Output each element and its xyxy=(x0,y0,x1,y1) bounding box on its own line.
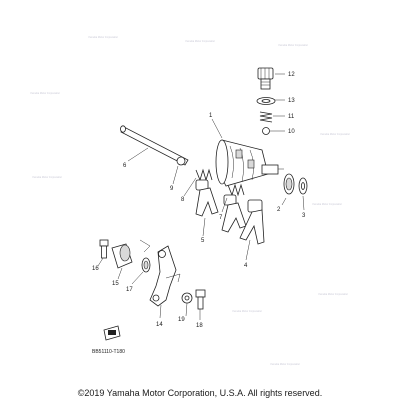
callout-7: 7 xyxy=(219,215,223,221)
part-8-spring[interactable] xyxy=(196,170,212,180)
part-10-ball[interactable] xyxy=(263,128,270,135)
callout-9: 9 xyxy=(170,186,174,192)
watermark: Yamaha Motor Corporation xyxy=(270,363,300,366)
part-2-bearing[interactable] xyxy=(284,174,294,194)
part-1-shift-drum[interactable] xyxy=(216,140,284,186)
callout-17: 17 xyxy=(126,287,133,293)
callout-5: 5 xyxy=(201,238,205,244)
part-18-bolt[interactable] xyxy=(196,290,205,309)
watermark: Yamaha Motor Corporation xyxy=(88,36,118,39)
callout-14: 14 xyxy=(156,322,163,328)
watermark: Yamaha Motor Corporation xyxy=(30,92,60,95)
callout-12: 12 xyxy=(288,72,295,78)
callout-4: 4 xyxy=(244,263,248,269)
diagram-code: BB51110-T180 xyxy=(92,349,125,355)
watermark: Yamaha Motor Corporation xyxy=(278,44,308,47)
watermark: Yamaha Motor Corporation xyxy=(185,40,215,43)
callout-16: 16 xyxy=(92,266,99,272)
callout-3: 3 xyxy=(302,213,306,219)
callout-6: 6 xyxy=(123,163,127,169)
front-marker-icon xyxy=(104,326,120,340)
part-5-shift-fork[interactable] xyxy=(196,180,246,232)
watermark: Yamaha Motor Corporation xyxy=(318,293,348,296)
part-9-clip[interactable] xyxy=(177,157,185,165)
callout-8: 8 xyxy=(181,197,185,203)
callout-2: 2 xyxy=(277,207,281,213)
watermark: Yamaha Motor Corporation xyxy=(32,176,62,179)
part-11-spring[interactable] xyxy=(260,112,272,122)
watermarks xyxy=(30,36,351,366)
part-16-bolt[interactable] xyxy=(100,240,108,258)
callout-10: 10 xyxy=(288,129,295,135)
part-15-collar[interactable] xyxy=(112,244,132,268)
callout-13: 13 xyxy=(288,98,295,104)
copyright-notice: ©2019 Yamaha Motor Corporation, U.S.A. All rights reserved. xyxy=(77,388,323,398)
watermark: Yamaha Motor Corporation xyxy=(312,203,342,206)
part-3-washer[interactable] xyxy=(299,178,307,194)
watermark: Yamaha Motor Corporation xyxy=(232,310,262,313)
part-7-spring[interactable] xyxy=(228,185,244,195)
watermark: Yamaha Motor Corporation xyxy=(320,133,350,136)
part-17-roller[interactable] xyxy=(140,240,150,272)
callout-19: 19 xyxy=(178,317,185,323)
callout-18: 18 xyxy=(196,323,203,329)
callout-1: 1 xyxy=(209,113,213,119)
callout-11: 11 xyxy=(288,114,295,120)
callout-15: 15 xyxy=(112,281,119,287)
part-14-stopper-lever[interactable] xyxy=(150,246,180,306)
part-12-bolt[interactable] xyxy=(258,68,273,89)
